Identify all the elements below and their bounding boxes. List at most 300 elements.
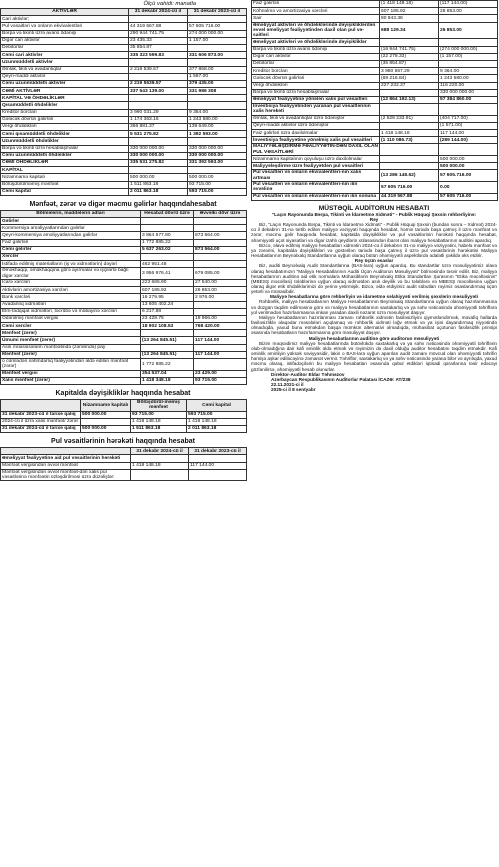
row-label: Bərpa və tikinti üzrə hesablaşmalar: [252, 89, 380, 96]
row-value: [189, 455, 247, 462]
table-row: [252, 96, 498, 103]
table-row: [252, 122, 498, 129]
table-row: [1, 359, 247, 371]
row-value: (1 157.00): [439, 53, 498, 60]
table-row: [252, 1, 498, 8]
row-value: [194, 344, 247, 351]
table-row: [1, 225, 247, 232]
row-value: 93 715.00: [131, 411, 187, 418]
row-value: (404 717.00): [439, 115, 498, 122]
row-label: Vergi öhdəlikləri: [1, 124, 129, 131]
table-row: [1, 95, 247, 102]
table-row: [1, 469, 247, 481]
table-row: [252, 182, 498, 194]
row-value: 2 011 863.18: [129, 188, 188, 195]
row-label: 2024-cü il üzrə xalis mənfəət/ zərər: [1, 418, 81, 425]
row-value: 57 384 860.00: [439, 96, 498, 103]
row-value: (2 528 233.91): [380, 115, 439, 122]
row-label: Asılı müəssisələrin mənfəətində (zərərində) pay: [1, 344, 141, 351]
row-label: Nizamnamə kapitalı: [1, 174, 129, 181]
row-value: 3 990 031.29: [129, 109, 188, 116]
table-row: [1, 462, 247, 469]
table-row: [1, 181, 247, 188]
row-value: 330 000 000.00: [188, 145, 247, 152]
report-paragraph: Biz, auditi Beynəlxalq Audit Standartlarına (BAS-lara) uyğun apardıq. Bu standartlar üzrə məsuliyyətimiz əlavə olaraq hesabatımızın "Maliyyə Hesabatlarının Auditi Üçün Auditorun Məsuliyyəti" bölməsində təsvir edilir. Biz, maliyyə hesabatlarının auditinə aid etik normalara Mühasiblərin Beynəlxalq Etika Standartları Şurasının "Etika məcəlləsinin" (MBESŞ məcəlləsi) tələblərinə uyğun olaraq xidmətdən asılı deyilik və bu tələblərə və MBESŞ məcəlləsinə uyğun olaraq digər etik öhdəliklərimizi də yerinə yetirmişik. Bizcə, əldə etdiyimiz audit sübutları rəyimiz əsaslandırmaq üçün yetərli və münasibdir.: [251, 263, 497, 295]
row-value: 330 000 000.00: [129, 152, 188, 159]
row-label: İcarə xərcləri: [1, 279, 141, 286]
table-row: [252, 53, 498, 60]
row-label: Uzunmüddətli aktivlər: [1, 59, 129, 66]
table-row: [1, 102, 247, 109]
row-value: 500 000.00: [439, 163, 498, 170]
table-row: [1, 23, 247, 30]
table-row: [252, 144, 498, 156]
row-label: Uzunmüddətli öhdəliklər: [1, 138, 129, 145]
row-label: Digər cari aktivlər: [1, 37, 129, 44]
row-label: Kreditor borcları: [1, 109, 129, 116]
row-label: Pul vəsaitləri və onların ekvivalentləri: [1, 23, 129, 30]
row-label: Əməkhaqqı, əməkhaqqına görə ayırmalar və işçilərlə bağlı digər xərclər: [1, 268, 141, 280]
right-column: [251, 0, 497, 392]
table-row: [1, 377, 247, 384]
row-value: [439, 15, 498, 22]
table-row: [1, 174, 247, 181]
row-value: [380, 156, 439, 163]
table-header-row: [1, 400, 247, 412]
row-value: (117 144.00): [439, 1, 498, 8]
row-value: [129, 102, 188, 109]
row-value: (12 864 192.13): [380, 96, 439, 103]
row-value: 2 219 539.57: [129, 66, 188, 73]
row-value: [188, 167, 247, 174]
table-row: [1, 418, 247, 425]
column-header: Əvvəlki dövr üzrə: [194, 210, 247, 217]
row-value: (289 144.00): [439, 137, 498, 144]
row-label: Bərpa və tikinti üzrə hesablaşmalar: [1, 145, 129, 152]
row-value: 26 853.00: [439, 22, 498, 39]
row-value: 500 000.00: [188, 174, 247, 181]
row-value: 57 605 716.00: [380, 182, 439, 194]
row-value: 93 715.00: [194, 377, 247, 384]
table-row: [252, 130, 498, 137]
row-value: [380, 89, 439, 96]
left-column: [0, 0, 246, 481]
row-label: Kommersiya əməliyyatlarından gəlirlər: [1, 225, 141, 232]
row-value: 27 540.00: [194, 279, 247, 286]
row-label: CƏMİ AKTİVLƏR: [1, 88, 129, 95]
row-value: 19 966.00: [194, 315, 247, 322]
row-value: 16 279.95: [141, 294, 194, 301]
row-value: [439, 61, 498, 68]
row-value: 330 000 000.00: [188, 152, 247, 159]
row-value: 2 011 863.18: [187, 425, 247, 432]
row-value: 117 144.00: [194, 351, 247, 358]
row-label: Bank xərcləri: [1, 294, 141, 301]
table-row: [252, 137, 498, 144]
table-row: [252, 115, 498, 122]
table-row: [1, 425, 247, 432]
row-value: [188, 138, 247, 145]
table-row: [1, 44, 247, 51]
row-value: 873 564.00: [194, 246, 247, 253]
column-header: 31 dekabr 2023-cü il: [188, 9, 247, 16]
row-value: 5 637 263.02: [141, 246, 194, 253]
row-value: 337 543 139.00: [129, 88, 188, 95]
auditor-report-title: MÜSTƏQİL AUDİTORUN HESABATI: [318, 204, 430, 212]
row-value: 330 000 000.00: [439, 89, 498, 96]
row-value: [131, 469, 189, 481]
row-value: (1 110 086.73): [380, 137, 439, 144]
column-header: Hesabat dövrü üzrə: [141, 210, 194, 217]
row-value: 1 772 885.22: [141, 359, 194, 371]
row-label: Cəmi cari aktivlər: [1, 52, 129, 59]
table-row: [1, 455, 247, 462]
row-value: 1 392 593.00: [188, 131, 247, 138]
row-value: 23 435.33: [129, 37, 188, 44]
column-header: Bölüşdürül-məmiş mənfəət: [131, 400, 187, 412]
row-label: Əmlak, tikili və avadanlıqlar: [1, 66, 129, 73]
row-label: Maliyyələşdirmə üzrə fəaliyyətdən pul vəsaitləri: [252, 163, 380, 170]
table-row: [1, 411, 247, 418]
row-value: 1 418 148.18: [131, 418, 187, 425]
row-value: 23 429.00: [194, 370, 247, 377]
report-paragraph: Bizim məqsədimiz maliyyə hesabatlarında bütövlükdə saxtakarlıq və ya səhv nəticəsində əhəmiyyətli təhriflərin olub-olmadığına dair kafi əminlik əldə etmək və rəyimizin də daxil olduğu auditor hesabatını təqdim etməkdir. Kafi əminlik əminliyin yüksək səviyyəsidir, lakin o BAS-lara uyğun aparılan audit zamanı mövcud olan əhəmiyyətli təhrifin həmişə aşkar ediləcəyinə zəmanət vermir. Təhriflər, saxtakarlıq və ya səhv nəticəsində yarana bilər və ayrılıqda, yaxud məcmu olaraq, istifadəçilərin bu maliyyə hesabatları əsasında qəbul etdikləri iqtisadi qərarlarına təsir edəcəyi gözlənilirsə, əhəmiyyətli hesab olunurlar.: [251, 340, 497, 372]
row-label: İstifadə edilmiş materialların (iş və xidmətlərin) dəyəri: [1, 261, 141, 268]
row-value: (35 854.87): [380, 61, 439, 68]
row-value: [188, 102, 247, 109]
table-row: [252, 193, 498, 200]
row-label: Ümumi mənfəət (zərər): [1, 337, 141, 344]
row-value: 462 951.48: [141, 261, 194, 268]
table-row: [1, 167, 247, 174]
column-header: Cəmi kapital: [187, 400, 247, 412]
column-header: [1, 448, 131, 455]
row-value: [131, 455, 189, 462]
table-row: [1, 73, 247, 80]
row-value: 223 665.90: [141, 279, 194, 286]
row-label: Əməliyyat fəaliyyətinə yönələn xalis pul vəsaitləri: [252, 96, 380, 103]
table-row: [1, 124, 247, 131]
table-row: [1, 261, 247, 268]
row-value: [439, 39, 498, 46]
row-label: Sair: [252, 15, 380, 22]
row-label: Əməliyyat aktivləri və öhdəliklərində dəyişikliklərdən əvvəl əməliyyat fəaliyyətindən daxil olan pul və-saitləri: [252, 22, 380, 39]
row-value: (16 944 741.75): [380, 46, 439, 53]
column-header: [1, 400, 81, 412]
table-row: [252, 104, 498, 116]
row-label: Gələcək dövrün gəlirləri: [1, 116, 129, 123]
row-value: (13 286 148.52): [380, 170, 439, 182]
row-value: 1 243 580.00: [439, 75, 498, 82]
table-row: [252, 163, 498, 170]
row-value: 227 232.37: [380, 82, 439, 89]
table-header-row: [1, 210, 247, 217]
report-heading: "Laçın Rayonunda Bərpa, Tikinti və İdarəetmə Xidməti" - Publik Hüquqi Şəxsin rəhbərliyinə:: [271, 211, 477, 217]
row-value: 593 715.00: [187, 411, 247, 418]
row-label: Cəmi uzunmüddətli öhdəliklər: [1, 152, 129, 159]
report-paragraph: Maliyyə hesabatlarının hazırlanması zamanı rəhbərlik xidmətin fasiləsizliyini qiymətləndirmək, müvafiq hallarda fasiləsizliklə əlaqədar məsələləri açıqlamaq və rəhbərlik xidməti ləğv etmək və ya işini dayandırmaq niyyətində olmadıqda, yaxud bunu etməkdən başqa mümkün alternativi olmadıqda, mühasibat uçotunun fasiləsizlik prinsipi əsasında hesabatların hazırlanmasına görə məsuliyyət daşıyır.: [251, 314, 497, 336]
equity-statement-table: [0, 399, 247, 433]
row-value: [129, 16, 188, 23]
column-header: 31 dekabr 2024-cü il: [131, 448, 189, 455]
row-value: 57 605.716.00: [439, 170, 498, 182]
row-value: 1 418 148.18: [131, 462, 189, 469]
table-row: [1, 301, 247, 308]
row-value: 1 567.00: [188, 73, 247, 80]
row-label: İnvestisiya fəaliyyətindən yaranan pul vəsaitlərinin xalis hərəkəti: [252, 104, 380, 116]
table-row: [1, 218, 247, 225]
row-label: Əmlak, tikili və avadanlıqlar üzrə ödənişlər: [252, 115, 380, 122]
row-value: [380, 104, 439, 116]
row-value: 6 217.88: [141, 308, 194, 315]
row-label: Bərpa və tikinti üzrə avans ödənişi: [1, 30, 129, 37]
row-value: 44 319 567.88: [129, 23, 188, 30]
table-row: [1, 59, 247, 66]
table-row: [1, 337, 247, 344]
row-label: Köhnəlmə və amortizasiya xərcləri: [252, 8, 380, 15]
row-value: (13 264 845.51): [141, 337, 194, 344]
row-label: Mənfəət vergisindən əvvəl mənfəət: [1, 462, 131, 469]
row-value: 9 364.00: [439, 68, 498, 75]
row-value: 13 605 402.24: [141, 301, 194, 308]
row-value: [129, 95, 188, 102]
row-label: İnvestisiya fəaliyyətinə yönəlmiş xalis pul vəsaitləri: [252, 137, 380, 144]
row-value: [380, 39, 439, 46]
row-value: 35 854.87: [129, 44, 188, 51]
table-row: [252, 8, 498, 15]
row-value: 331 392 593.00: [188, 159, 247, 166]
row-label: Gəlirlər: [1, 218, 141, 225]
table-row: [1, 268, 247, 280]
table-row: [252, 46, 498, 53]
row-value: 500 000.00: [81, 425, 131, 432]
row-value: 607 185.92: [380, 8, 439, 15]
row-value: 93 715.00: [188, 181, 247, 188]
row-value: 116 220.00: [439, 82, 498, 89]
row-value: 1 418 348.18: [141, 377, 194, 384]
auditor-report-body: [251, 212, 497, 392]
row-value: [188, 44, 247, 51]
table-row: [252, 75, 498, 82]
row-label: Cəmi xərclər: [1, 323, 141, 330]
table-row: [1, 246, 247, 253]
row-label: 31 dekabr 2023-cü il tarixə qalıq: [1, 411, 81, 418]
row-value: [380, 122, 439, 129]
row-value: 3 864 577.80: [141, 232, 194, 239]
table-row: [252, 68, 498, 75]
table-row: [252, 170, 498, 182]
row-value: [194, 254, 247, 261]
row-value: 3 956 976.41: [141, 268, 194, 280]
report-heading: Maliyyə hesabatlarının auditinə görə auditorun məsuliyyəti: [308, 335, 440, 341]
row-value: 1 511 863.18: [129, 181, 188, 188]
row-value: 330 000 000.00: [129, 145, 188, 152]
row-value: [194, 359, 247, 371]
row-value: 0.00: [439, 182, 498, 194]
row-label: Bölüşdürülməmiş mənfəət: [1, 181, 129, 188]
row-label: Vergi öhdəlikləri: [252, 82, 380, 89]
row-label: CƏMİ ÖHDƏLİKLƏR: [1, 159, 129, 166]
row-label: Pul vəsaitləri və onların ekvivalentləri-nin xalis artması: [252, 170, 380, 182]
row-value: [189, 469, 247, 481]
row-value: (13 264 845.51): [141, 351, 194, 358]
row-value: 2 219 5539.57: [129, 80, 188, 87]
table-row: [1, 308, 247, 315]
table-row: [1, 232, 247, 239]
row-value: [188, 59, 247, 66]
report-heading: Rəy: [369, 216, 379, 222]
row-value: 593 715.00: [188, 188, 247, 195]
row-value: 500 000.00: [439, 156, 498, 163]
row-label: Pul vəsaitləri və onların ekvivalentləri-nin ilin sonuna: [252, 193, 380, 200]
table-header-row: [1, 448, 247, 455]
row-value: [439, 144, 498, 156]
table-row: [1, 188, 247, 195]
row-value: [439, 104, 498, 116]
column-header: 31 dekabr 2023-cü il: [189, 448, 247, 455]
income-statement-table: [0, 210, 247, 385]
table-row: [1, 152, 247, 159]
row-value: [188, 95, 247, 102]
row-label: Ödənilmiş mənfəət vergisi: [1, 315, 141, 322]
row-value: 57 605 716.00: [439, 193, 498, 200]
row-label: Xərclər: [1, 254, 141, 261]
table-row: [1, 330, 247, 337]
column-header: 31 dekabr 2024-cü il: [129, 9, 188, 16]
table-row: [1, 16, 247, 23]
row-label: KAPİTAL VƏ ÖHDƏLİKLƏR: [1, 95, 129, 102]
row-value: 80 943.38: [380, 15, 439, 22]
row-label: Qeyri-maddi aktivlər: [1, 73, 129, 80]
row-label: Qeyri-maddi aktivlər üzrə ödənişlər: [252, 122, 380, 129]
report-paragraph: Biz, "Laçın Rayonunda Bərpa, Tikinti və İdarəetmə Xidməti" - Publik Hüquqi Şəxsin (bundan sonra – Xidmət) 2024-cü il dekabrın 31-nə tərtib edilən maliyyə vəziyyəti haqqında hesabat, həmin tarixdə başa çatmış il üzrə mənfəət və zərər, məcmu gəlir haqqında hesabat, kapitalda dəyişikliklər və pul vəsaitlərinin hərəkəti haqqında hesabat, əhəmiyyətli uçot siyasətləri və digər izahlı qeydlərin xülasəsindən ibarət olan maliyyə hesabatlarının auditini apardıq.: [251, 222, 497, 243]
table-row: [1, 294, 247, 301]
row-value: 500 000.00: [129, 174, 188, 181]
row-value: 5 531 275.82: [129, 131, 188, 138]
row-value: 117 144.00: [189, 462, 247, 469]
row-value: [141, 225, 194, 232]
row-value: [194, 261, 247, 268]
table-row: [252, 82, 498, 89]
column-header: Nizamnamə kapitalı: [81, 400, 131, 412]
row-value: 335 531 275.82: [129, 159, 188, 166]
table-row: [1, 131, 247, 138]
row-value: 3 980 667.29: [380, 68, 439, 75]
table-row: [1, 109, 247, 116]
cash-flow-table-right: [251, 0, 498, 201]
row-value: (1 571.00): [439, 122, 498, 129]
row-label: Gələcək dövrün gəlirləri: [252, 75, 380, 82]
table-row: [1, 239, 247, 246]
report-paragraph: Rəhbərlik, maliyyə hesabatlarının Maliyyə Hesabatlarının Beynəlxalq Standartlarına uyğun olaraq hazırlanmasına və düzgün təqdim edilməsinə görə və maliyyə hesabatlarının saxtakarlıq və ya səhv nəticəsində əhəmiyyətli təhriflərə yol verilmədən hazırlanmasına imkan yaradan daxili nəzarət üzrə məsuliyyət daşıyır.: [251, 299, 497, 315]
signature-line: Direktor-Auditor Eldar Təhməzov: [271, 371, 345, 377]
row-value: [141, 330, 194, 337]
table-row: [252, 39, 498, 46]
row-value: [194, 301, 247, 308]
row-value: [129, 138, 188, 145]
row-value: (274 000 000.00): [439, 46, 498, 53]
row-label: Digər cari aktivlər: [252, 53, 380, 60]
row-label: Əməliyyat fəaliyyətinə aid pul vəsaitlərinin hərəkəti: [1, 455, 131, 462]
row-value: 1 418 148.18: [380, 130, 439, 137]
row-value: 1 157.00: [188, 37, 247, 44]
row-value: [194, 239, 247, 246]
row-value: [194, 225, 247, 232]
row-value: [141, 344, 194, 351]
row-value: 117 144.00: [439, 130, 498, 137]
table-header-row: [1, 9, 247, 16]
row-label: Cəmi uzunmüddətli aktivlər: [1, 80, 129, 87]
row-value: 335 323 599.83: [129, 52, 188, 59]
units-note: Ölçü vahidi: manatla: [143, 1, 196, 7]
row-label: Qeyri-kommersiya əməliyyatlarından gəlirlər: [1, 232, 141, 239]
row-label: 31 dekabr 2024-cü il tarixə qalıq: [1, 425, 81, 432]
row-label: Xalis mənfəət (zərər): [1, 377, 141, 384]
table-row: [252, 22, 498, 39]
table-row: [252, 15, 498, 22]
row-value: 331 606 873.00: [188, 52, 247, 59]
row-value: 1 418 148.18: [187, 418, 247, 425]
table-row: [1, 279, 247, 286]
row-value: [188, 16, 247, 23]
row-value: [129, 73, 188, 80]
row-value: 379 435.00: [188, 80, 247, 87]
table-row: [1, 323, 247, 330]
row-value: 1 174 363.16: [129, 116, 188, 123]
row-value: 2 976.00: [194, 294, 247, 301]
row-label: Mənfəət (zərər): [1, 330, 141, 337]
row-value: 768 420.00: [194, 323, 247, 330]
row-value: 274 000 000.00: [188, 30, 247, 37]
row-value: 26 853.00: [439, 8, 498, 15]
row-value: [194, 308, 247, 315]
row-label: Qısamüddətli öhdəliklər: [1, 102, 129, 109]
table-row: [252, 61, 498, 68]
table-row: [1, 80, 247, 87]
row-value: 290 944 741.75: [129, 30, 188, 37]
row-label: Nizamnamə kapitalının qoyuluşu üzrə daxilolmalar: [252, 156, 380, 163]
row-value: 23 428.75: [141, 315, 194, 322]
row-value: 873 564.00: [194, 232, 247, 239]
table-row: [1, 66, 247, 73]
row-value: 57 605 716.00: [188, 23, 247, 30]
row-label: Cari aktivlər;: [1, 16, 129, 23]
row-value: 139 649.00: [188, 124, 247, 131]
row-label: Debitorlar: [252, 61, 380, 68]
row-value: 688 129.34: [380, 22, 439, 39]
income-statement-title: Mənfəət, zərər və digər məcmu gəlirlər haqqındahesabat: [29, 200, 217, 208]
table-row: [1, 88, 247, 95]
row-value: 44 319 567.88: [380, 193, 439, 200]
table-row: [1, 159, 247, 166]
row-label: MALİYYƏLƏŞDİRMƏ FƏALİYYƏTİN-DƏN DAXİL OLAN PUL VƏSAİTLƏRİ: [253, 144, 379, 155]
row-value: [194, 218, 247, 225]
balance-sheet-table: [0, 8, 247, 196]
row-value: [141, 218, 194, 225]
row-label: Faiz gəlirləri: [1, 239, 141, 246]
table-row: [1, 254, 247, 261]
report-heading: Rəy üçün əsaslar: [354, 258, 394, 264]
row-value: 9 364.00: [188, 109, 247, 116]
signature-line: Azərbaycan Respublikasının Auditorlar Palatası İCAZƏ: AT/238: [271, 376, 411, 382]
row-label: Pul vəsaitləri və onların ekvivalentləri-nin ilin əvvəlinə: [252, 182, 380, 194]
row-label: KAPİTAL: [1, 167, 129, 174]
table-row: [1, 138, 247, 145]
row-label: Debitorlar: [1, 44, 129, 51]
signature-line: 2025-ci il 8 sentyabr: [271, 387, 316, 393]
row-value: 1 243 580.00: [188, 116, 247, 123]
table-row: [1, 145, 247, 152]
